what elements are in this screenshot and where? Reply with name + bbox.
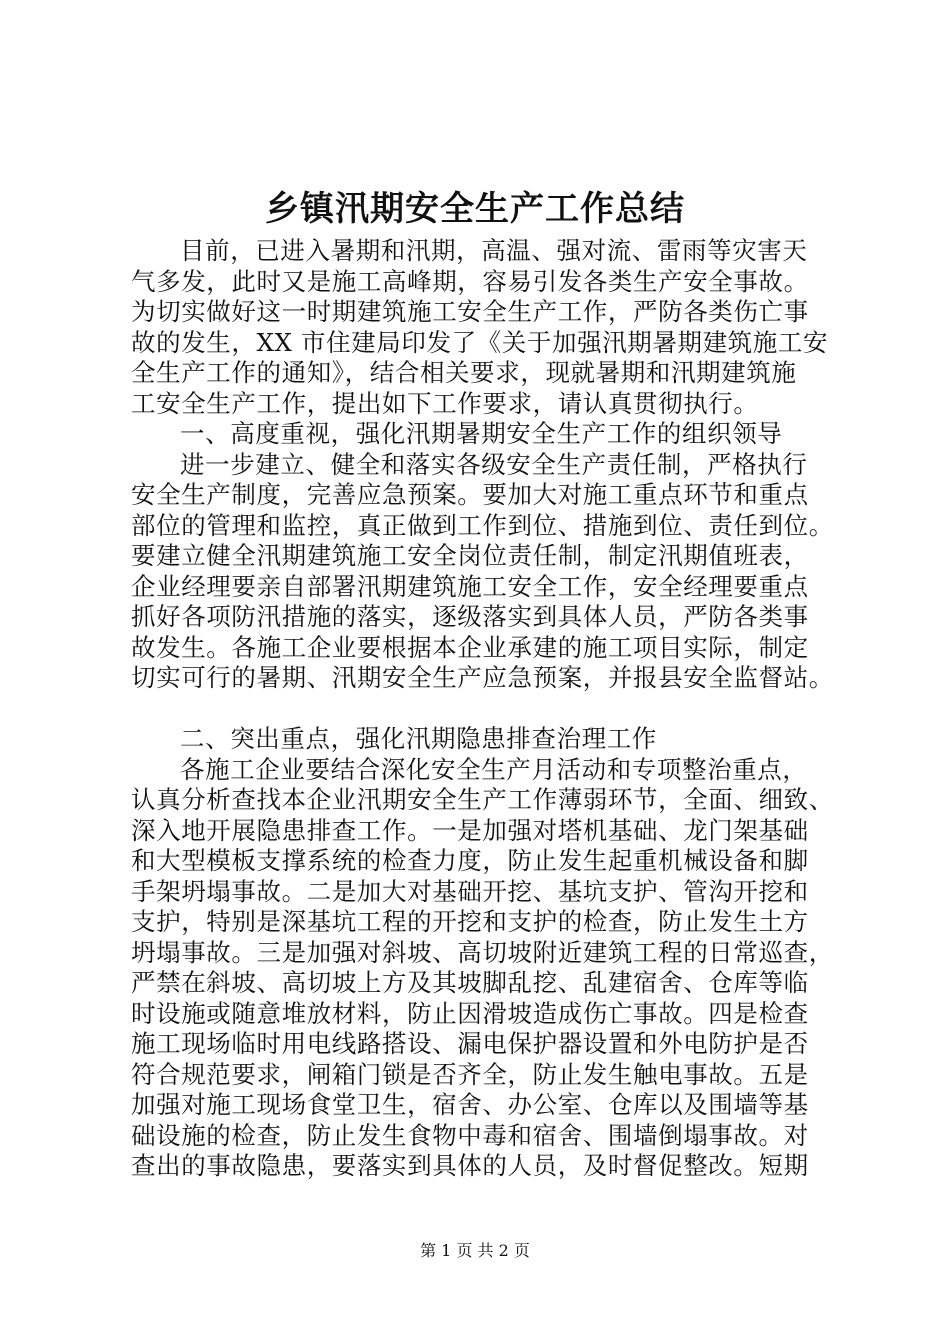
- paragraph-line: 为切实做好这一时期建筑施工安全生产工作，严防各类伤亡事: [131, 297, 809, 326]
- paragraph-line: 切实可行的暑期、汛期安全生产应急预案，并报县安全监督站。: [131, 663, 834, 692]
- paragraph-line: 查出的事故隐患，要落实到具体的人员，及时督促整改。短期: [131, 1151, 809, 1180]
- paragraph-line: 施工现场临时用电线路搭设、漏电保护器设置和外电防护是否: [131, 1029, 809, 1058]
- paragraph-line: 严禁在斜坡、高切坡上方及其坡脚乱挖、乱建宿舍、仓库等临: [131, 968, 809, 997]
- paragraph-line: 坍塌事故。三是加强对斜坡、高切坡附近建筑工程的日常巡查，: [131, 937, 834, 967]
- paragraph-line: 进一步建立、健全和落实各级安全生产责任制，严格执行: [180, 449, 808, 479]
- section-heading: 二、突出重点，强化汛期隐患排查治理工作: [180, 724, 657, 753]
- document-title: 乡镇汛期安全生产工作总结: [265, 189, 685, 229]
- section-heading: 一、高度重视，强化汛期暑期安全生产工作的组织领导: [180, 419, 783, 448]
- document-body: [131, 236, 835, 1182]
- paragraph-line: 符合规范要求，闸箱门锁是否齐全，防止发生触电事故。五是: [131, 1059, 809, 1089]
- paragraph-line: 时设施或随意堆放材料，防止因滑坡造成伤亡事故。四是检查: [131, 998, 809, 1028]
- paragraph-line: 气多发，此时又是施工高峰期，容易引发各类生产安全事故。: [131, 266, 809, 296]
- paragraph-line: 抓好各项防汛措施的落实，逐级落实到具体人员，严防各类事: [131, 602, 809, 631]
- paragraph-line: 目前，已进入暑期和汛期，高温、强对流、雷雨等灾害天: [180, 236, 808, 265]
- paragraph-line: 安全生产制度，完善应急预案。要加大对施工重点环节和重点: [131, 480, 809, 509]
- paragraph-line: 全生产工作的通知》，结合相关要求，现就暑期和汛期建筑施: [131, 358, 797, 387]
- blank-line: [131, 694, 835, 725]
- paragraph-line: 故的发生，XX 市住建局印发了《关于加强汛期暑期建筑施工安: [131, 327, 829, 357]
- paragraph-line: 要建立健全汛期建筑施工安全岗位责任制，制定汛期值班表，: [131, 541, 809, 570]
- paragraph-line: 支护，特别是深基坑工程的开挖和支护的检查，防止发生土方: [131, 907, 809, 936]
- paragraph-line: 部位的管理和监控，真正做到工作到位、措施到位、责任到位。: [131, 510, 834, 540]
- paragraph-line: 工安全生产工作，提出如下工作要求，请认真贯彻执行。: [131, 388, 759, 418]
- paragraph-line: 手架坍塌事故。二是加大对基础开挖、基坑支护、管沟开挖和: [131, 876, 809, 906]
- paragraph-line: 和大型模板支撑系统的检查力度，防止发生起重机械设备和脚: [131, 846, 809, 875]
- paragraph-line: 各施工企业要结合深化安全生产月活动和专项整治重点，: [180, 754, 808, 784]
- paragraph-line: 础设施的检查，防止发生食物中毒和宿舍、围墙倒塌事故。对: [131, 1120, 809, 1150]
- paragraph-line: 深入地开展隐患排查工作。一是加强对塔机基础、龙门架基础: [131, 815, 809, 845]
- paragraph-line: 加强对施工现场食堂卫生，宿舍、办公室、仓库以及围墙等基: [131, 1090, 809, 1119]
- paragraph-line: 故发生。各施工企业要根据本企业承建的施工项目实际，制定: [131, 632, 809, 662]
- page-footer: 第 1 页 共 2 页: [420, 1241, 530, 1260]
- paragraph-line: 企业经理要亲自部署汛期建筑施工安全工作，安全经理要重点: [131, 571, 809, 601]
- paragraph-line: 认真分析查找本企业汛期安全生产工作薄弱环节，全面、细致、: [131, 785, 834, 814]
